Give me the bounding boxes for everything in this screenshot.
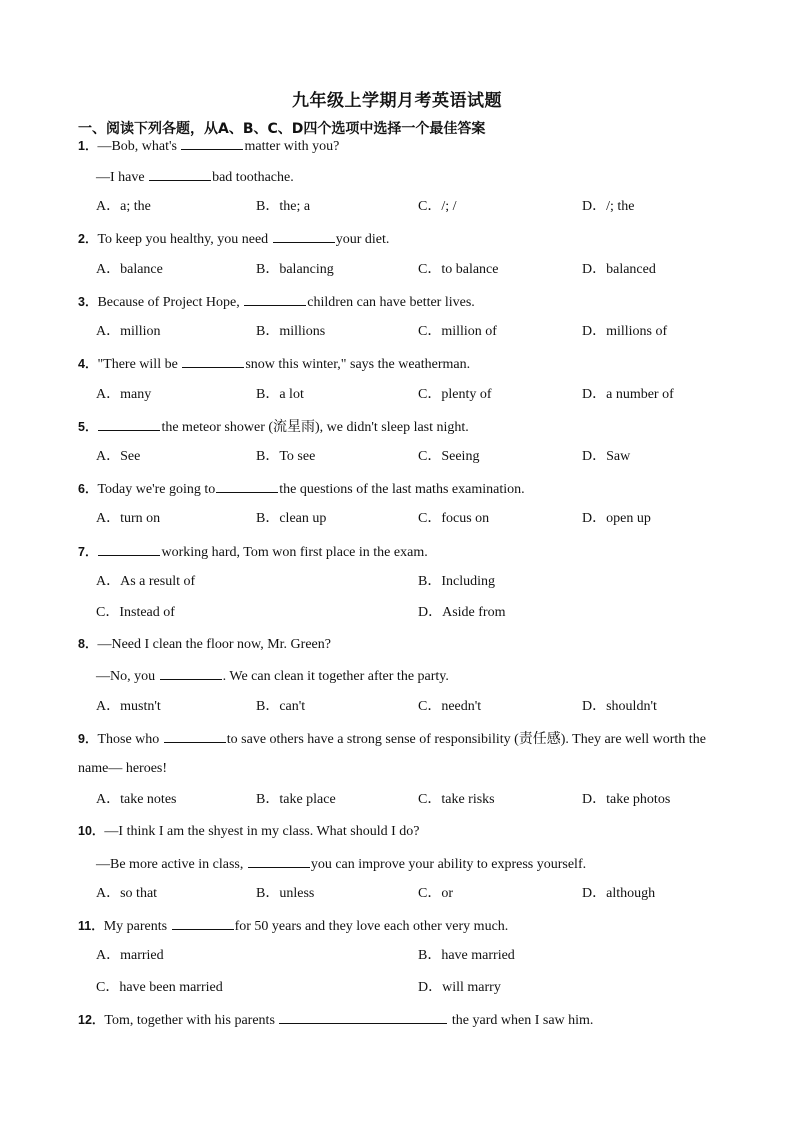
question-number: 2． [78, 232, 98, 246]
option-c[interactable]: C．focus on [418, 511, 490, 526]
option-c[interactable]: C．needn't [418, 699, 482, 714]
option-c[interactable]: C．take risks [418, 792, 495, 807]
answer-blank[interactable] [182, 354, 244, 368]
option-d[interactable]: D．a number of [582, 387, 674, 402]
question-number: 8． [78, 637, 98, 651]
stem-text: Tom, together with his parents [104, 1013, 279, 1028]
option-a[interactable]: A．married [96, 948, 164, 963]
option-a[interactable]: A．turn on [96, 511, 161, 526]
stem-text: —I think I am the shyest in my class. What should I do? [104, 824, 420, 839]
answer-blank[interactable] [172, 916, 234, 930]
option-c[interactable]: C．Instead of [96, 605, 175, 620]
stem-text: snow this winter," says the weatherman. [245, 357, 471, 372]
question-stem [78, 292, 475, 312]
question-stem [78, 417, 469, 437]
stem-text: —I have [96, 170, 149, 185]
option-d[interactable]: D．balanced [582, 262, 656, 277]
option-d[interactable]: D．Aside from [418, 605, 506, 620]
stem-text: "There will be [97, 357, 182, 372]
question-number: 10． [78, 824, 105, 838]
option-b[interactable]: B．millions [256, 324, 326, 339]
question-stem [78, 729, 706, 749]
option-a[interactable]: A．so that [96, 886, 158, 901]
stem-text: children can have better lives. [307, 295, 475, 310]
option-a[interactable]: A．balance [96, 262, 163, 277]
option-a[interactable]: A．million [96, 324, 161, 339]
option-b[interactable]: B．clean up [256, 511, 327, 526]
page-title: 九年级上学期月考英语试题 [292, 91, 502, 111]
stem-text: the meteor shower (流星雨), we didn't sleep last night. [161, 420, 469, 435]
option-a[interactable]: A．take notes [96, 792, 177, 807]
question-number: 4． [78, 357, 98, 371]
option-b[interactable]: B．unless [256, 886, 315, 901]
option-b[interactable]: B．balancing [256, 262, 334, 277]
option-b[interactable]: B．a lot [256, 387, 304, 402]
answer-blank[interactable] [273, 229, 335, 243]
question-number: 11． [78, 919, 104, 933]
stem-text: you can improve your ability to express yourself. [310, 857, 587, 872]
question-stem [78, 635, 331, 654]
option-d[interactable]: D．shouldn't [582, 699, 657, 714]
option-b[interactable]: B．Including [418, 574, 495, 589]
option-d[interactable]: D．take photos [582, 792, 671, 807]
stem-text: matter with you? [244, 139, 340, 154]
question-line [96, 854, 586, 874]
question-line [96, 666, 449, 686]
answer-blank[interactable] [160, 666, 222, 680]
stem-text: the yard when I saw him. [448, 1013, 594, 1028]
question-number: 7． [78, 545, 98, 559]
option-c[interactable]: C．million of [418, 324, 497, 339]
answer-blank[interactable] [244, 292, 306, 306]
option-a[interactable]: A．As a result of [96, 574, 196, 589]
question-number: 5． [78, 420, 98, 434]
option-b[interactable]: B．can't [256, 699, 306, 714]
answer-blank[interactable] [216, 479, 278, 493]
option-d[interactable]: D．will marry [418, 980, 501, 995]
option-a[interactable]: A．mustn't [96, 699, 161, 714]
stem-text: your diet. [335, 232, 390, 247]
option-d[interactable]: D．Saw [582, 449, 631, 464]
option-a[interactable]: A．a; the [96, 199, 151, 214]
option-a[interactable]: A．many [96, 387, 152, 402]
stem-text: Today we're going to [97, 482, 216, 497]
stem-text: —Bob, what's [97, 139, 181, 154]
option-b[interactable]: B．To see [256, 449, 316, 464]
question-stem [78, 479, 525, 499]
question-number: 3． [78, 295, 98, 309]
option-d[interactable]: D．/; the [582, 199, 635, 214]
option-c[interactable]: C．or [418, 886, 453, 901]
question-number: 9． [78, 732, 98, 746]
option-a[interactable]: A．See [96, 449, 141, 464]
stem-text: name— heroes! [78, 761, 168, 776]
question-stem [78, 916, 508, 936]
question-number: 1． [78, 139, 98, 153]
answer-blank[interactable] [98, 542, 160, 556]
question-number: 12． [78, 1013, 105, 1027]
option-c[interactable]: C．plenty of [418, 387, 492, 402]
stem-text: for 50 years and they love each other very much. [234, 919, 509, 934]
option-c[interactable]: C．/; / [418, 199, 457, 214]
question-stem [78, 822, 420, 841]
answer-blank[interactable] [164, 729, 226, 743]
stem-text: —Be more active in class, [96, 857, 247, 872]
stem-text: working hard, Tom won first place in the exam. [161, 545, 428, 560]
question-line [78, 760, 167, 778]
stem-text: To keep you healthy, you need [97, 232, 272, 247]
question-stem [78, 136, 339, 156]
stem-text: —No, you [96, 669, 159, 684]
question-line [96, 167, 294, 187]
stem-text: bad toothache. [212, 170, 294, 185]
stem-text: to save others have a strong sense of responsibility (责任感). They are well worth the [226, 732, 706, 747]
option-b[interactable]: B．have married [418, 948, 515, 963]
question-number: 6． [78, 482, 98, 496]
answer-blank[interactable] [181, 136, 243, 150]
option-b[interactable]: B．take place [256, 792, 336, 807]
stem-text: Because of Project Hope, [97, 295, 244, 310]
question-stem [78, 354, 470, 374]
question-stem [78, 1010, 593, 1030]
answer-blank[interactable] [149, 167, 211, 181]
answer-blank[interactable] [98, 417, 160, 431]
question-stem [78, 229, 389, 249]
stem-text: My parents [103, 919, 171, 934]
question-stem [78, 542, 428, 562]
option-c[interactable]: C．have been married [96, 980, 223, 995]
stem-text: —Need I clean the floor now, Mr. Green? [97, 637, 331, 652]
option-d[interactable]: D．millions of [582, 324, 668, 339]
option-c[interactable]: C．to balance [418, 262, 499, 277]
option-c[interactable]: C．Seeing [418, 449, 480, 464]
section-heading: 一、阅读下列各题，从A、B、C、D四个选项中选择一个最佳答案 [78, 121, 486, 137]
stem-text: Those who [97, 732, 163, 747]
answer-blank[interactable] [279, 1010, 447, 1024]
option-b[interactable]: B．the; a [256, 199, 311, 214]
answer-blank[interactable] [248, 854, 310, 868]
option-d[interactable]: D．open up [582, 511, 651, 526]
option-d[interactable]: D．although [582, 886, 656, 901]
stem-text: . We can clean it together after the party. [222, 669, 449, 684]
stem-text: the questions of the last maths examination. [279, 482, 525, 497]
